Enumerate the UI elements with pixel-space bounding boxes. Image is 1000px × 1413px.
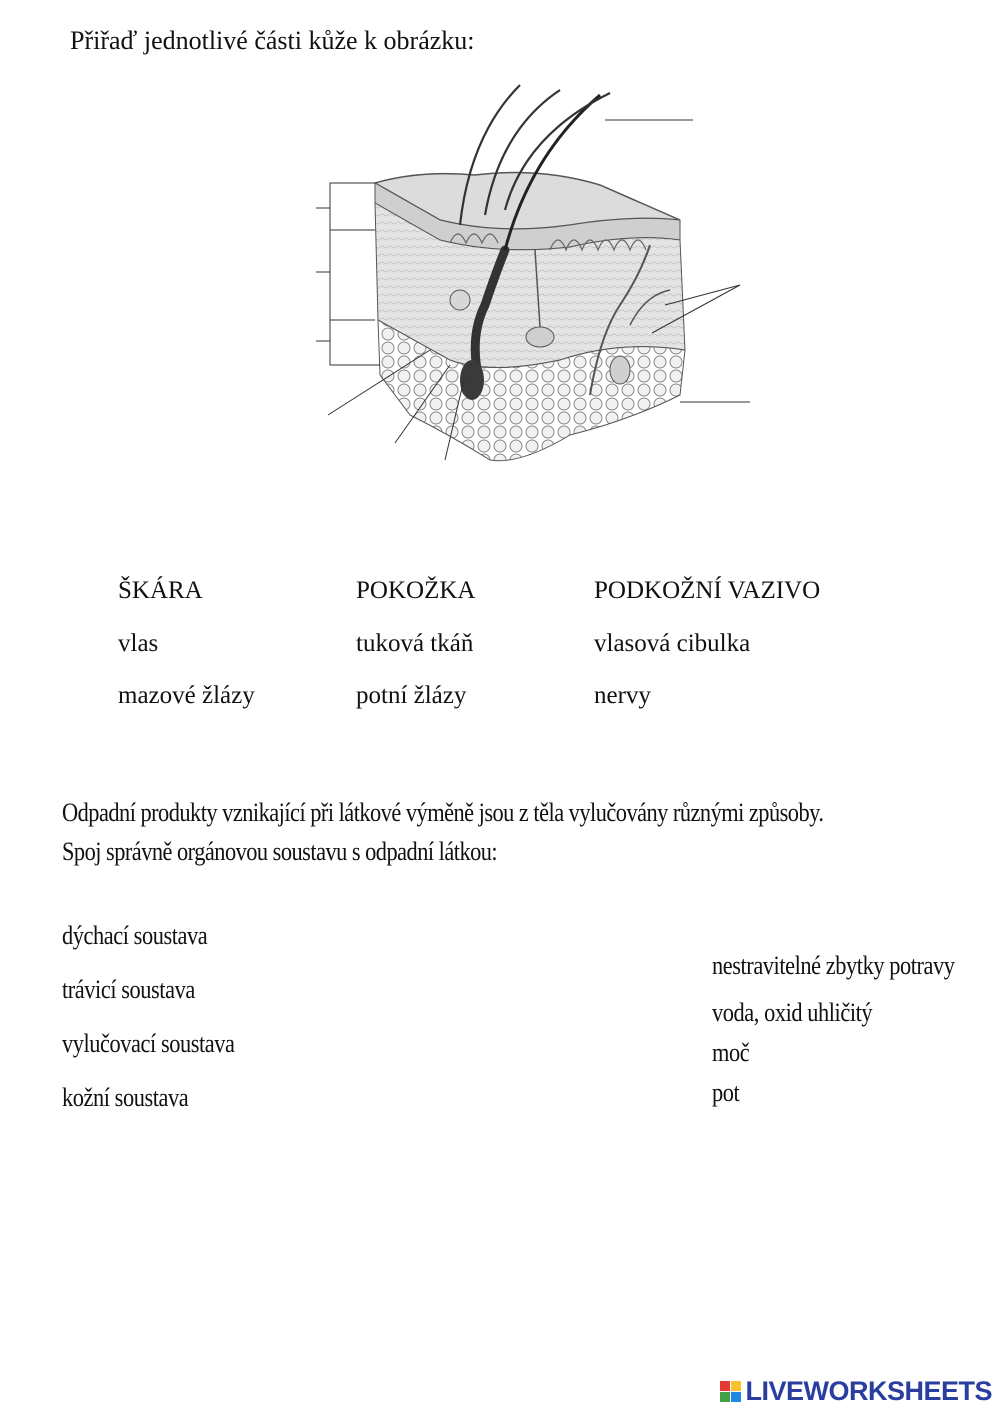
term-pokozka: POKOŽKA: [356, 577, 476, 604]
instruction-line-2: Spoj správně orgánovou soustavu s odpadní látkou:: [62, 837, 498, 866]
sebaceous-gland: [450, 290, 470, 310]
product-voda: voda, oxid uhličitý: [712, 998, 873, 1027]
brand-text: LIVEWORKSHEETS: [745, 1376, 992, 1406]
sweat-gland: [526, 327, 554, 347]
product-moc: moč: [712, 1038, 750, 1067]
term-potni-zlazy: potní žlázy: [356, 682, 467, 709]
term-vlasova-cibulka: vlasová cibulka: [594, 630, 751, 657]
system-dychaci: dýchací soustava: [62, 921, 208, 950]
term-podkozni-vazivo: PODKOŽNÍ VAZIVO: [594, 577, 821, 604]
instruction-line-1: Odpadní produkty vznikající při látkové výměně jsou z těla vylučovány různými způsoby.: [62, 798, 824, 827]
skin-diagram: [300, 75, 760, 475]
term-skara: ŠKÁRA: [118, 577, 203, 604]
system-kozni: kožní soustava: [62, 1083, 189, 1112]
term-tukova-tkan: tuková tkáň: [356, 630, 474, 657]
term-vlas: vlas: [118, 630, 159, 657]
product-pot: pot: [712, 1078, 740, 1107]
term-mazove-zlazy: mazové žlázy: [118, 682, 255, 709]
system-travici: trávicí soustava: [62, 975, 195, 1004]
brand-logo: [720, 1376, 992, 1407]
product-zbytky: nestravitelné zbytky potravy: [712, 951, 955, 980]
brand-mark-icon: [720, 1381, 741, 1402]
term-nervy: nervy: [594, 682, 651, 709]
system-vylucovaci: vylučovací soustava: [62, 1029, 235, 1058]
page-title: Přiřaď jednotlivé části kůže k obrázku:: [70, 26, 475, 55]
